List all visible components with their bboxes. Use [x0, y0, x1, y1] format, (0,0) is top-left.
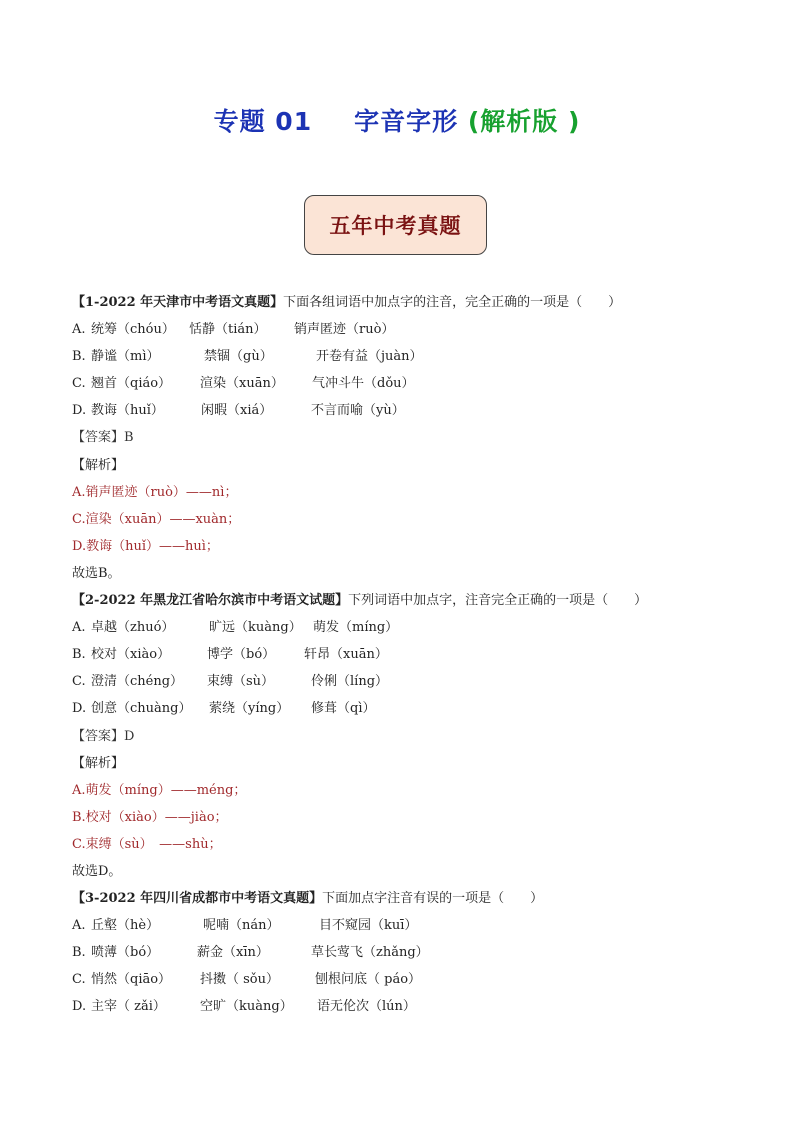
question-stem — [72, 885, 732, 912]
option-a: A. 丘壑（hè） 呢喃（nán） 目不窥园（kuī） — [72, 918, 418, 934]
conclusion: 故选D。 — [72, 863, 122, 879]
option-a: A. 卓越（zhuó） 旷远（kuàng） 萌发（míng） — [72, 620, 399, 636]
section-badge: 五年中考真题 — [304, 195, 487, 255]
question-text: 下列词语中加点字，注音完全正确的一项是（ ） — [348, 593, 648, 609]
answer-label: 【答案】B — [72, 430, 134, 446]
analysis-line: C.束缚（sù） ——shù； — [72, 836, 222, 852]
question-text: 下面加点字注音有误的一项是（ ） — [322, 891, 544, 907]
question-source: 【1-2022 年天津市中考语文真题】 — [72, 295, 284, 310]
analysis-line: C.渲染（xuān）——xuàn； — [72, 511, 241, 527]
analysis-label: 【解析】 — [72, 457, 125, 473]
analysis-label: 【解析】 — [72, 755, 125, 771]
option-b: B. 静谧（mì） 禁锢（gù） 开卷有益（juàn） — [72, 349, 423, 365]
option-d: D. 创意（chuàng） 萦绕（yíng） 修葺（qì） — [72, 701, 376, 717]
question-source: 【3-2022 年四川省成都市中考语文真题】 — [72, 891, 323, 907]
answer-label: 【答案】D — [72, 728, 135, 744]
option-d: D. 教诲（huǐ） 闲暇（xiá） 不言而喻（yù） — [72, 403, 405, 419]
question-text: 下面各组词语中加点字的注音，完全正确的一项是（ ） — [283, 295, 622, 310]
option-c: C. 翘首（qiáo） 渲染（xuān） 气冲斗牛（dǒu） — [72, 376, 415, 392]
option-b: B. 校对（xiào） 博学（bó） 轩昂（xuān） — [72, 647, 388, 663]
conclusion: 故选B。 — [72, 565, 121, 581]
analysis-line: A.萌发（míng）——méng； — [72, 782, 247, 798]
option-d: D. 主宰（ zǎi） 空旷（kuàng） 语无伦次（lún） — [72, 999, 416, 1015]
title-edition: (解析版 ) — [467, 107, 581, 136]
page-title — [0, 102, 794, 138]
option-c: C. 悄然（qiāo） 抖擞（ sǒu） 刨根问底（ páo） — [72, 972, 422, 988]
title-topic-name: 字音字形 — [354, 107, 459, 136]
analysis-line: D.教诲（huǐ）——huì； — [72, 538, 219, 554]
question-source: 【2-2022 年黑龙江省哈尔滨市中考语文试题】 — [72, 593, 349, 609]
option-c: C. 澄清（chéng） 束缚（sù） 伶俐（líng） — [72, 674, 389, 690]
option-b: B. 喷薄（bó） 薪金（xīn） 草长莺飞（zhǎng） — [72, 945, 429, 961]
option-a: A. 统筹（chóu） 恬静（tián） 销声匿迹（ruò） — [72, 322, 395, 338]
title-topic-number: 专题 01 — [213, 107, 313, 136]
question-list — [72, 289, 732, 1021]
question-stem — [72, 587, 732, 614]
question-stem — [72, 289, 732, 316]
analysis-line: B.校对（xiào）——jiào； — [72, 809, 228, 825]
analysis-line: A.销声匿迹（ruò）——nì； — [72, 484, 238, 500]
